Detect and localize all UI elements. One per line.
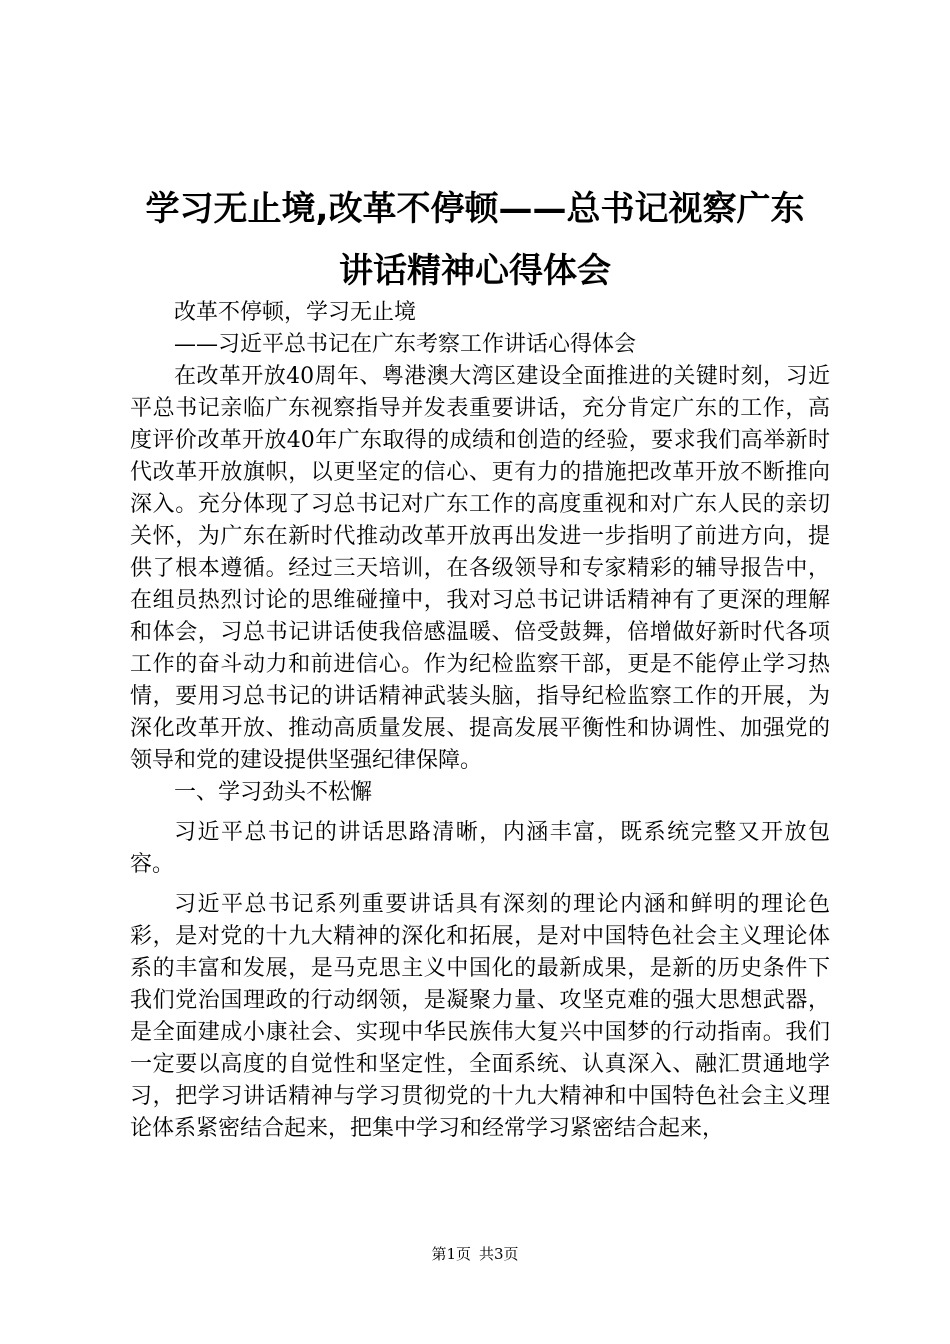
page-footer (0, 1244, 950, 1264)
document-title-line-1: 学习无止境,改革不停顿——总书记视察广东 (145, 189, 805, 229)
page-total: 共3页 (479, 1245, 519, 1263)
document-body (130, 297, 830, 1145)
subtitle-paragraph: 改革不停顿，学习无止境 (174, 300, 417, 325)
subtitle-attribution: ——习近平总书记在广东考察工作讲话心得体会 (174, 332, 637, 357)
body-paragraph: 习近平总书记系列重要讲话具有深刻的理论内涵和鲜明的理论色彩，是对党的十九大精神的深化和拓展，是对中国特色社会主义理论体系的丰富和发展，是马克思主义中国化的最新成果，是新的历史条件下我们党治国理政的行动纲领，是凝聚力量、攻坚克难的强大思想武器，是全面建成小康社会、实现中华民族伟大复兴中国梦的行动指南。我们一定要以高度的自觉性和坚定性，全面系统、认真深入、融汇贯通地学习，把学习讲话精神与学习贯彻党的十九大精神和中国特色社会主义理论体系紧密结合起来，把集中学习和经常学习紧密结合起来， (130, 892, 830, 1141)
body-paragraph: 在改革开放40周年、粤港澳大湾区建设全面推进的关键时刻，习近平总书记亲临广东视察指导并发表重要讲话，充分肯定广东的工作，高度评价改革开放40年广东取得的成绩和创造的经验，要求我们高举新时代改革开放旗帜，以更坚定的信心、更有力的措施把改革开放不断推向深入。充分体现了习总书记对广东工作的高度重视和对广东人民的亲切关怀，为广东在新时代推动改革开放再出发进一步指明了前进方向，提供了根本遵循。经过三天培训，在各级领导和专家精彩的辅导报告中，在组员热烈讨论的思维碰撞中，我对习总书记讲话精神有了更深的理解和体会，习总书记讲话使我倍感温暖、倍受鼓舞，倍增做好新时代各项工作的奋斗动力和前进信心。作为纪检监察干部，更是不能停止学习热情，要用习总书记的讲话精神武装头脑，指导纪检监察工作的开展，为深化改革开放、推动高质量发展、提高发展平衡性和协调性、加强党的领导和党的建设提供坚强纪律保障。 (130, 364, 830, 773)
body-paragraph: 习近平总书记的讲话思路清晰，内涵丰富，既系统完整又开放包容。 (130, 820, 830, 877)
page-number: 第1页 (431, 1245, 471, 1263)
section-heading: 一、学习劲头不松懈 (174, 780, 373, 805)
document-title-line-2: 讲话精神心得体会 (339, 251, 611, 291)
